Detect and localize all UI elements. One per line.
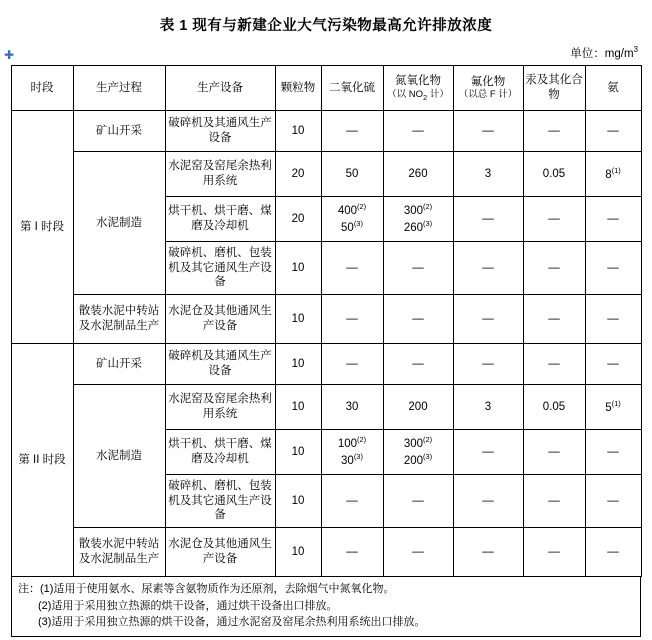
cell-nox-note-b: (3) [423, 452, 433, 461]
note-line-3: (3)适用于采用独立热源的烘干设备，通过水泥窑及窑尾余热利用系统出口排放。 [38, 616, 426, 628]
col-header-mercury: 汞及其化合物 [523, 66, 585, 111]
crosshair-icon: ✚ [4, 48, 15, 62]
cell-particulate: 10 [275, 385, 321, 430]
table-row [11, 344, 641, 385]
cell-period-2: 第 II 时段 [11, 344, 73, 577]
cell-process: 水泥制造 [73, 385, 165, 528]
cell-mercury: — [523, 344, 585, 385]
cell-nox: — [383, 111, 453, 152]
table-header-row [11, 66, 641, 111]
cell-fluoride: — [453, 242, 523, 295]
note-line-1: 注：(1)适用于使用氨水、尿素等含氨物质作为还原剂，去除烟气中氮氧化物。 [18, 583, 395, 595]
unit-text: 单位：mg/m [570, 48, 634, 60]
cell-particulate: 20 [275, 152, 321, 197]
cell-mercury: — [523, 430, 585, 475]
cell-mercury: 0.05 [523, 385, 585, 430]
cell-nox-value-b: 200 [403, 454, 423, 467]
cell-so2-note-b: (3) [353, 219, 363, 228]
col-header-fluoride [453, 66, 523, 111]
col-header-fluoride-sub: （以总 F 计） [458, 89, 518, 101]
table-row [11, 152, 641, 197]
cell-process: 矿山开采 [73, 344, 165, 385]
cell-fluoride: — [453, 430, 523, 475]
col-header-nox-sub: （以 $NO_2$ 计） [387, 88, 449, 102]
cell-so2-value-b: 30 [341, 454, 354, 467]
cell-fluoride: — [453, 344, 523, 385]
col-header-nox [383, 66, 453, 111]
cell-equipment: 水泥窑及窑尾余热利用系统 [165, 152, 275, 197]
cell-nox: — [383, 344, 453, 385]
col-header-particulate: 颗粒物 [275, 66, 321, 111]
cell-mercury: — [523, 111, 585, 152]
cell-so2-note-a: (2) [357, 202, 367, 212]
cell-so2-value-b: 50 [341, 221, 354, 234]
cell-process: 水泥制造 [73, 152, 165, 295]
col-header-so2: 二氧化硫 [321, 66, 383, 111]
cell-so2: 30 [321, 385, 383, 430]
cell-ammonia: — [585, 295, 641, 344]
cell-so2-value-a: 100 [337, 438, 357, 451]
note-line-2: (2)适用于采用独立热源的烘干设备，通过烘干设备出口排放。 [38, 599, 338, 612]
cell-fluoride: — [453, 111, 523, 152]
col-header-process: 生产过程 [73, 66, 165, 111]
cell-fluoride: — [453, 295, 523, 344]
cell-equipment: 破碎机及其通风生产设备 [165, 111, 275, 152]
cell-nox-note-a: (2) [423, 202, 433, 212]
cell-nox: — [383, 242, 453, 295]
cell-nox [383, 430, 453, 475]
cell-so2 [321, 430, 383, 475]
table-row [11, 111, 641, 152]
cell-so2: — [321, 295, 383, 344]
cell-particulate: 10 [275, 344, 321, 385]
cell-equipment: 破碎机、磨机、包装机及其它通风生产设备 [165, 475, 275, 528]
table-row [11, 295, 641, 344]
cell-mercury: — [523, 475, 585, 528]
cell-so2-note-b: (3) [353, 452, 363, 461]
cell-equipment: 水泥仓及其他通风生产设备 [165, 528, 275, 577]
table-row [11, 528, 641, 577]
cell-mercury: — [523, 528, 585, 577]
cell-nox-value-a: 300 [403, 438, 423, 451]
cell-so2-note-a: (2) [357, 435, 367, 445]
cell-fluoride: — [453, 475, 523, 528]
cell-nox-value-a: 300 [403, 205, 423, 218]
cell-mercury: — [523, 295, 585, 344]
table-row [11, 385, 641, 430]
cell-nox: — [383, 528, 453, 577]
cell-process: 矿山开采 [73, 111, 165, 152]
cell-ammonia: — [585, 344, 641, 385]
cell-equipment: 破碎机、磨机、包装机及其它通风生产设备 [165, 242, 275, 295]
col-header-fluoride-main: 氟化物 [470, 75, 506, 88]
cell-mercury: — [523, 242, 585, 295]
cell-ammonia: — [585, 197, 641, 242]
cell-equipment: 烘干机、烘干磨、煤磨及冷却机 [165, 197, 275, 242]
cell-ammonia [585, 152, 641, 197]
cell-ammonia: — [585, 430, 641, 475]
cell-particulate: 10 [275, 528, 321, 577]
cell-period-1: 第 I 时段 [11, 111, 73, 344]
cell-equipment: 水泥仓及其他通风生产设备 [165, 295, 275, 344]
cell-fluoride: — [453, 197, 523, 242]
cell-ammonia-note: (1) [611, 398, 621, 408]
cell-fluoride: 3 [453, 152, 523, 197]
cell-equipment: 破碎机及其通风生产设备 [165, 344, 275, 385]
cell-fluoride: 3 [453, 385, 523, 430]
document-page [0, 14, 652, 640]
cell-ammonia [585, 385, 641, 430]
cell-mercury: 0.05 [523, 152, 585, 197]
cell-ammonia-value: 8 [605, 168, 612, 181]
cell-nox [383, 197, 453, 242]
cell-ammonia: — [585, 242, 641, 295]
cell-nox: 260 [383, 152, 453, 197]
cell-mercury: — [523, 197, 585, 242]
cell-nox: — [383, 475, 453, 528]
col-header-nox-main: 氮氧化物 [395, 74, 441, 87]
cell-so2: — [321, 344, 383, 385]
cell-so2: 50 [321, 152, 383, 197]
col-header-ammonia: 氨 [585, 66, 641, 111]
table-notes [11, 577, 641, 637]
cell-particulate: 10 [275, 430, 321, 475]
unit-label [0, 45, 652, 61]
cell-equipment: 水泥窑及窑尾余热利用系统 [165, 385, 275, 430]
cell-particulate: 10 [275, 475, 321, 528]
cell-nox: 200 [383, 385, 453, 430]
unit-exponent: 3 [633, 45, 638, 55]
cell-process: 散装水泥中转站及水泥制品生产 [73, 528, 165, 577]
cell-so2-value-a: 400 [337, 205, 357, 218]
cell-so2 [321, 197, 383, 242]
col-header-period: 时段 [11, 66, 73, 111]
col-header-equipment: 生产设备 [165, 66, 275, 111]
cell-nox-value-b: 260 [403, 221, 423, 234]
cell-process: 散装水泥中转站及水泥制品生产 [73, 295, 165, 344]
cell-particulate: 10 [275, 111, 321, 152]
cell-nox-note-a: (2) [423, 435, 433, 445]
cell-particulate: 10 [275, 242, 321, 295]
cell-ammonia: — [585, 475, 641, 528]
cell-so2: — [321, 528, 383, 577]
emission-limits-table [11, 65, 642, 577]
cell-nox: — [383, 295, 453, 344]
cell-so2: — [321, 475, 383, 528]
cell-nox-note-b: (3) [423, 219, 433, 228]
cell-ammonia-note: (1) [611, 165, 621, 175]
cell-ammonia: — [585, 111, 641, 152]
cell-particulate: 10 [275, 295, 321, 344]
cell-so2: — [321, 111, 383, 152]
page-title: 表 1 现有与新建企业大气污染物最高允许排放浓度 [159, 18, 493, 34]
cell-ammonia: — [585, 528, 641, 577]
cell-so2: — [321, 242, 383, 295]
cell-fluoride: — [453, 528, 523, 577]
cell-particulate: 20 [275, 197, 321, 242]
cell-equipment: 烘干机、烘干磨、煤磨及冷却机 [165, 430, 275, 475]
cell-ammonia-value: 5 [605, 401, 612, 414]
